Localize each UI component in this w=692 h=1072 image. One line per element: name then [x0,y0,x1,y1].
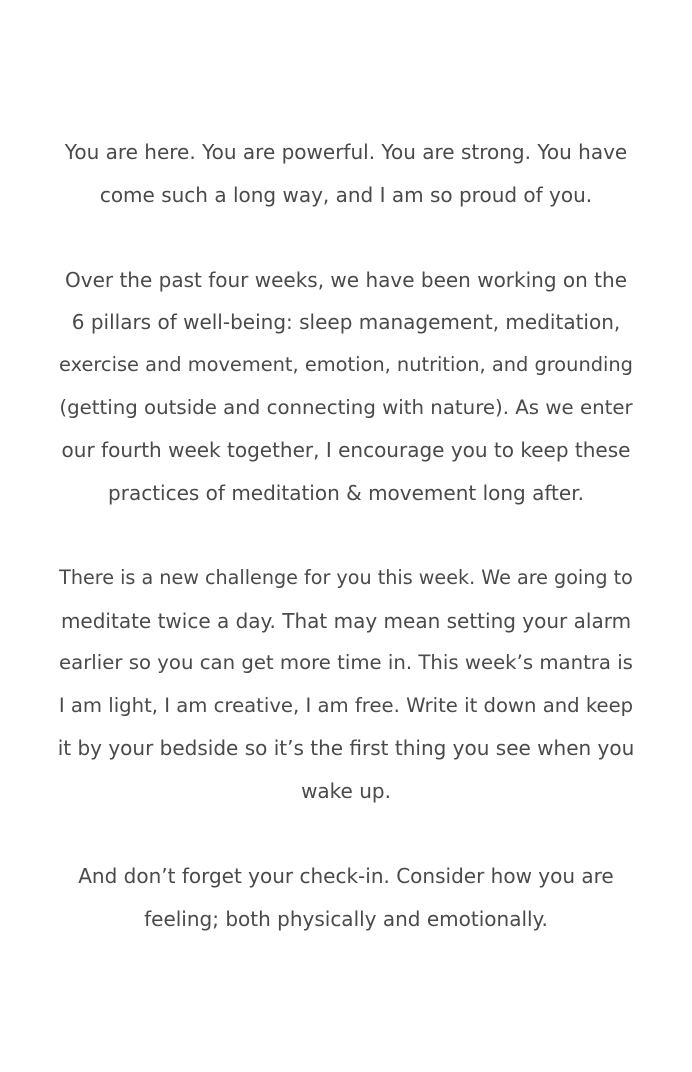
paragraph-challenge [56,557,636,813]
text-line: wake up. [301,778,391,803]
text-line: And don’t forget your check-in. Consider how you are [78,864,614,889]
text-line: (getting outside and connecting with nature). As we enter [59,395,633,419]
text-line: Over the past four weeks, we have been working on the [65,267,627,292]
text-line: You are here. You are powerful. You are strong. You have [64,140,628,164]
text-line: 6 pillars of well-being: sleep management, meditation, [71,310,621,335]
text-line: our fourth week together, I encourage you to keep these [61,438,631,463]
text-line: meditate twice a day. That may mean setting your alarm [60,608,632,633]
text-line: come such a long way, and I am so proud of you. [99,182,593,207]
text-line: feeling; both physically and emotionally. [144,906,548,931]
text-line: earlier so you can get more time in. This week’s mantra is [59,651,633,675]
paragraph-affirmation [56,131,636,216]
text-line: it by your bedside so it’s the first thing you see when you [57,736,635,761]
text-line: practices of meditation & movement long after. [108,480,584,505]
text-line: exercise and movement, emotion, nutrition, and grounding [59,352,633,376]
text-line: I am light, I am creative, I am free. Write it down and keep [58,693,634,717]
letter-body [56,131,636,940]
text-line: There is a new challenge for you this week. We are going to [59,565,633,589]
paragraph-check-in [56,855,636,940]
paragraph-pillars [56,259,636,515]
